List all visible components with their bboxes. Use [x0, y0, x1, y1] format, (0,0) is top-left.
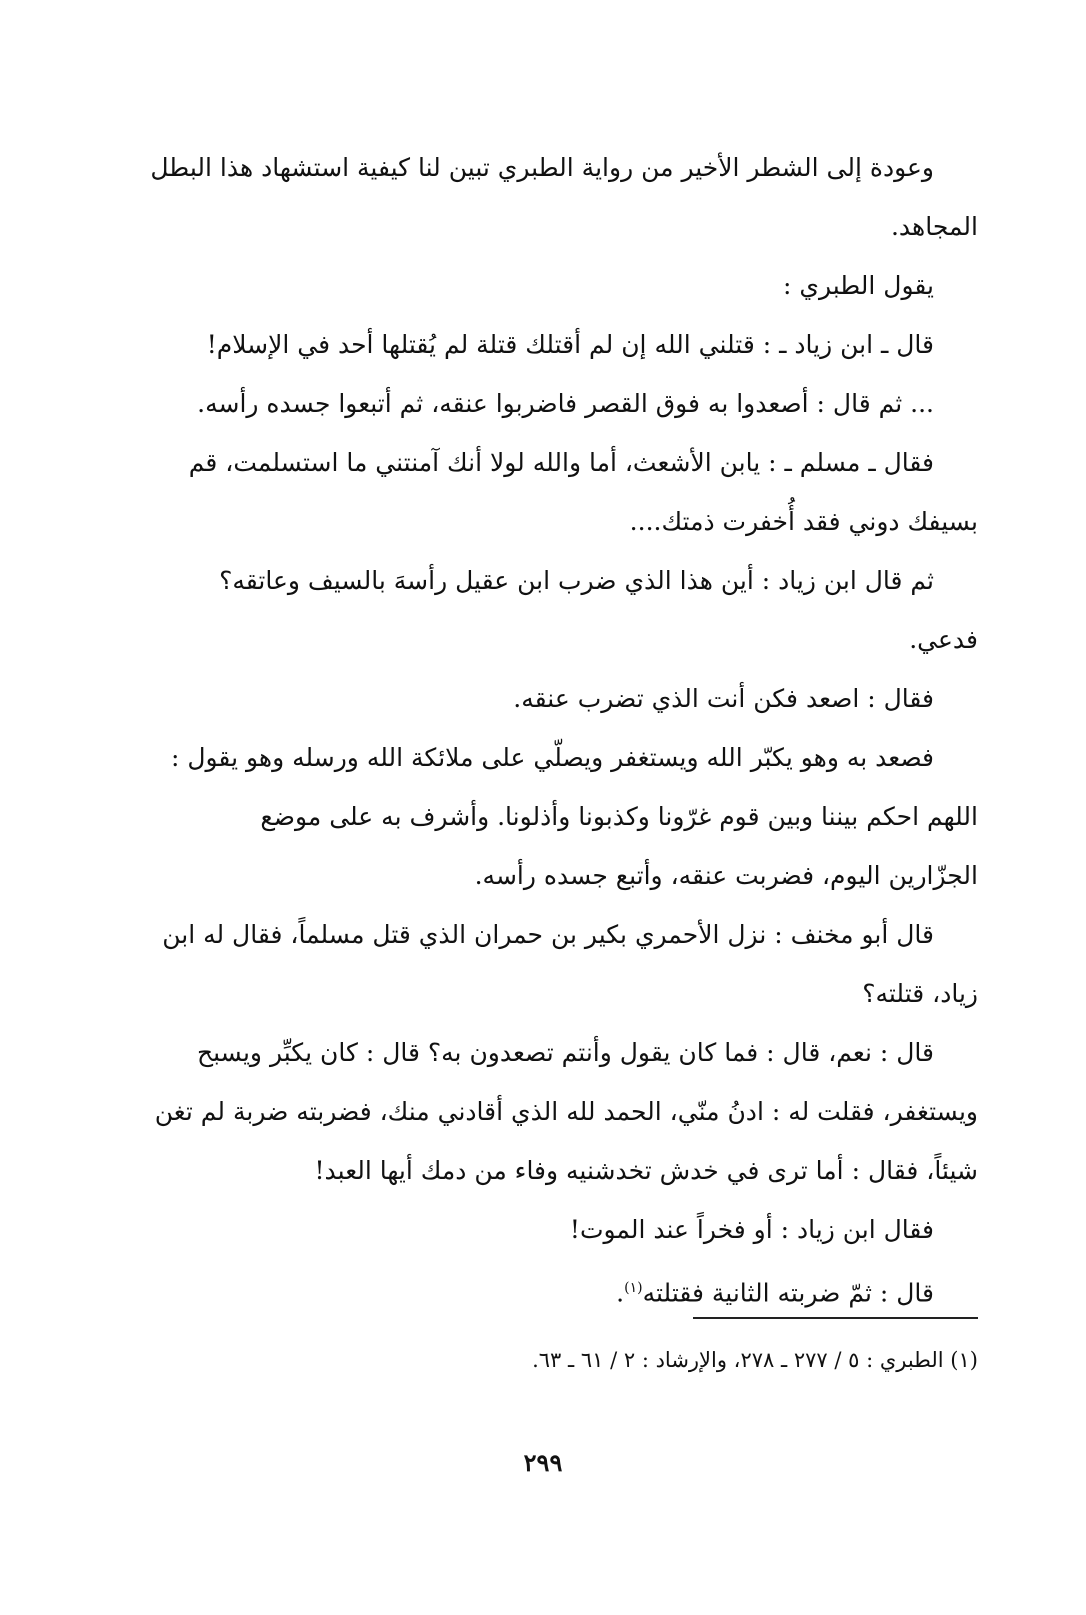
- text-line-19: فقال ابن زياد : أو فخراً عند الموت!: [569, 1215, 934, 1244]
- page-number: ٢٩٩: [523, 1448, 563, 1477]
- text-line-20-body: قال : ثمّ ضربته الثانية فقتلته: [642, 1278, 934, 1308]
- text-line-5: ... ثم قال : أصعدوا به فوق القصر فاضربوا عنقه، ثم أتبعوا جسده رأسه.: [197, 389, 934, 418]
- text-line-15: زياد، قتلته؟: [862, 979, 978, 1008]
- footnote-marker: (١): [624, 1280, 643, 1296]
- text-line-1: وعودة إلى الشطر الأخير من رواية الطبري تبين لنا كيفية استشهاد هذا البطل: [150, 153, 934, 182]
- text-line-2: المجاهد.: [890, 212, 978, 241]
- text-line-14: قال أبو مخنف : نزل الأحمري بكير بن حمران الذي قتل مسلماً، فقال له ابن: [162, 920, 934, 949]
- text-line-17: ويستغفر، فقلت له : ادنُ منّي، الحمد لله الذي أقادني منك، فضربته ضربة لم تغن: [154, 1097, 978, 1126]
- footnote: (١) الطبري : ٥ / ٢٧٧ ـ ٢٧٨، والإرشاد : ٢ / ٦١ ـ ٦٣.: [532, 1348, 978, 1372]
- main-text: [150, 138, 978, 1318]
- text-line-9: فدعي.: [909, 625, 978, 654]
- text-line-12: اللهم احكم بيننا وبين قوم غرّونا وكذبونا وأذلونا. وأشرف به على موضع: [260, 802, 978, 831]
- footnote-separator: [693, 1317, 978, 1319]
- text-line-20-period: .: [616, 1278, 625, 1308]
- text-line-13: الجزّارين اليوم، فضربت عنقه، وأتبع جسده رأسه.: [474, 861, 978, 890]
- text-line-4: قال ـ ابن زياد ـ : قتلني الله إن لم أقتلك قتلة لم يُقتلها أحد في الإسلام!: [206, 330, 934, 359]
- text-line-10: فقال : اصعد فكن أنت الذي تضرب عنقه.: [513, 684, 934, 713]
- text-line-6: فقال ـ مسلم ـ : يابن الأشعث، أما والله لولا أنك آمنتني ما استسلمت، قم: [188, 448, 934, 477]
- text-line-7: بسيفك دوني فقد أُخفرت ذمتك....: [629, 507, 978, 536]
- text-line-20: [150, 1259, 978, 1318]
- text-line-16: قال : نعم، قال : فما كان يقول وأنتم تصعدون به؟ قال : كان يكبِّر ويسبح: [196, 1038, 934, 1067]
- text-line-3: يقول الطبري :: [783, 271, 934, 300]
- text-line-18: شيئاً، فقال : أما ترى في خدش تخدشنيه وفاء من دمك أيها العبد!: [314, 1156, 978, 1185]
- text-line-11: فصعد به وهو يكبّر الله ويستغفر ويصلّي على ملائكة الله ورسله وهو يقول :: [170, 743, 934, 772]
- text-line-8: ثم قال ابن زياد : أين هذا الذي ضرب ابن عقيل رأسهَ بالسيف وعاتقه؟: [219, 566, 934, 595]
